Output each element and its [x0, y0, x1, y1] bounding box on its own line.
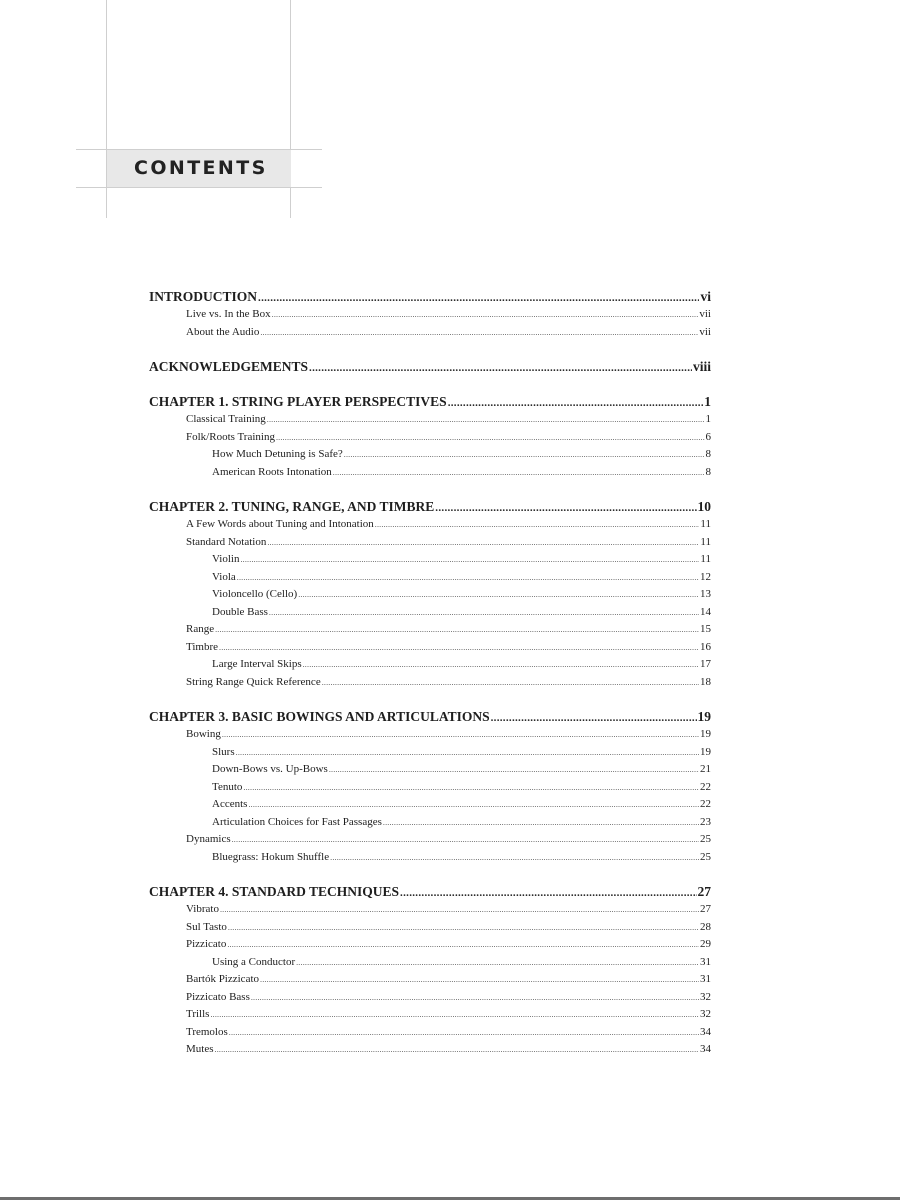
- toc-page-number: 28: [700, 920, 711, 933]
- toc-entry-title: Tenuto: [212, 780, 243, 793]
- section-gap: [149, 341, 711, 357]
- toc-dot-leader: [322, 674, 699, 692]
- toc-entry[interactable]: [149, 446, 711, 464]
- toc-page-number: 16: [700, 640, 711, 653]
- toc-entry-title: Down-Bows vs. Up-Bows: [212, 763, 328, 775]
- toc-dot-leader: [258, 287, 699, 308]
- toc-dot-leader: [219, 639, 699, 657]
- toc-entry[interactable]: [149, 919, 711, 937]
- toc-dot-leader: [296, 954, 699, 972]
- toc-page-number: 17: [700, 658, 711, 670]
- toc-page-number: 19: [697, 709, 711, 724]
- toc-entry[interactable]: [149, 324, 711, 342]
- toc-dot-leader: [220, 901, 699, 919]
- toc-entry-title: A Few Words about Tuning and Intonation: [186, 518, 374, 530]
- toc-entry-title: Pizzicato Bass: [186, 990, 250, 1003]
- toc-entry[interactable]: [149, 1041, 711, 1059]
- toc-entry[interactable]: [149, 831, 711, 849]
- toc-entry[interactable]: [149, 1024, 711, 1042]
- toc-dot-leader: [491, 707, 697, 728]
- toc-entry[interactable]: [149, 551, 711, 569]
- toc-dot-leader: [276, 429, 705, 447]
- toc-dot-leader: [229, 1024, 699, 1042]
- toc-entry[interactable]: [149, 726, 711, 744]
- toc-dot-leader: [448, 392, 704, 413]
- toc-entry[interactable]: [149, 779, 711, 797]
- toc-section-heading[interactable]: [149, 357, 711, 376]
- toc-entry-title: Timbre: [186, 640, 218, 653]
- toc-section-heading[interactable]: [149, 707, 711, 726]
- table-of-contents: [149, 287, 711, 1059]
- toc-entry-title: Tremolos: [186, 1025, 228, 1038]
- toc-entry[interactable]: [149, 586, 711, 604]
- toc-page-number: 23: [700, 815, 711, 828]
- toc-page-number: viii: [692, 359, 711, 374]
- section-gap: [149, 376, 711, 392]
- toc-entry-title: American Roots Intonation: [212, 465, 332, 478]
- toc-entry-title: Range: [186, 623, 215, 635]
- toc-entry[interactable]: [149, 464, 711, 482]
- toc-dot-leader: [298, 586, 699, 604]
- toc-entry-title: Bartók Pizzicato: [186, 973, 260, 985]
- toc-page-number: 8: [705, 448, 711, 460]
- toc-entry-title: Folk/Roots Training: [186, 430, 275, 443]
- toc-entry[interactable]: [149, 656, 711, 674]
- toc-entry[interactable]: [149, 989, 711, 1007]
- toc-page-number: 15: [700, 623, 711, 635]
- toc-entry-title: Slurs: [212, 745, 235, 758]
- toc-page-number: vi: [700, 289, 711, 304]
- page-title: CONTENTS: [134, 157, 268, 179]
- toc-entry-title: String Range Quick Reference: [186, 675, 321, 688]
- toc-page-number: 31: [700, 973, 711, 985]
- toc-entry[interactable]: [149, 639, 711, 657]
- toc-page-number: vii: [699, 308, 711, 320]
- toc-entry[interactable]: [149, 936, 711, 954]
- toc-entry-title: Accents: [212, 798, 248, 810]
- toc-dot-leader: [383, 814, 699, 832]
- toc-entry-title: CHAPTER 1. STRING PLAYER PERSPECTIVES: [149, 394, 447, 409]
- toc-page-number: 18: [700, 675, 711, 688]
- toc-page-number: 31: [700, 955, 711, 968]
- toc-dot-leader: [375, 516, 700, 534]
- toc-entry-title: About the Audio: [186, 325, 260, 338]
- toc-entry-title: Bluegrass: Hokum Shuffle: [212, 850, 330, 863]
- toc-page-number: 34: [700, 1043, 711, 1055]
- toc-entry-title: Vibrato: [186, 903, 219, 915]
- toc-entry-title: Violoncello (Cello): [212, 588, 298, 600]
- toc-dot-leader: [269, 604, 699, 622]
- toc-entry-title: Sul Tasto: [186, 920, 227, 933]
- toc-page-number: 19: [700, 745, 711, 758]
- toc-entry[interactable]: [149, 306, 711, 324]
- toc-entry[interactable]: [149, 744, 711, 762]
- toc-dot-leader: [329, 761, 699, 779]
- toc-page-number: 8: [705, 465, 711, 478]
- toc-entry[interactable]: [149, 954, 711, 972]
- toc-dot-leader: [330, 849, 699, 867]
- toc-entry-title: Viola: [212, 570, 236, 583]
- toc-entry-title: Double Bass: [212, 605, 268, 618]
- toc-page-number: 25: [700, 850, 711, 863]
- toc-entry[interactable]: [149, 569, 711, 587]
- toc-section-heading[interactable]: [149, 392, 711, 411]
- toc-entry-title: CHAPTER 3. BASIC BOWINGS AND ARTICULATIONS: [149, 709, 490, 724]
- toc-dot-leader: [267, 534, 699, 552]
- toc-entry[interactable]: [149, 901, 711, 919]
- toc-page-number: 13: [700, 588, 711, 600]
- toc-page-number: 22: [700, 780, 711, 793]
- toc-dot-leader: [435, 497, 696, 518]
- toc-entry-title: Violin: [212, 553, 240, 565]
- header-rule-bottom: [76, 187, 322, 188]
- toc-dot-leader: [227, 936, 699, 954]
- toc-dot-leader: [236, 744, 699, 762]
- toc-entry-title: Articulation Choices for Fast Passages: [212, 815, 382, 828]
- section-gap: [149, 691, 711, 707]
- toc-page-number: 27: [697, 884, 711, 899]
- section-gap: [149, 481, 711, 497]
- toc-entry[interactable]: [149, 971, 711, 989]
- toc-entry-title: Trills: [186, 1008, 210, 1020]
- toc-entry-title: Live vs. In the Box: [186, 308, 271, 320]
- toc-entry-title: INTRODUCTION: [149, 289, 258, 304]
- toc-dot-leader: [267, 411, 705, 429]
- toc-entry-title: Classical Training: [186, 413, 266, 425]
- toc-page-number: 11: [700, 535, 711, 548]
- toc-dot-leader: [260, 971, 699, 989]
- toc-entry[interactable]: [149, 1006, 711, 1024]
- toc-dot-leader: [222, 726, 699, 744]
- toc-dot-leader: [248, 796, 699, 814]
- toc-page-number: 27: [700, 903, 711, 915]
- toc-entry[interactable]: [149, 516, 711, 534]
- toc-page-number: 10: [697, 499, 711, 514]
- toc-entry-title: Bowing: [186, 728, 221, 740]
- toc-entry-title: ACKNOWLEDGEMENTS: [149, 359, 309, 374]
- toc-page-number: 34: [700, 1025, 711, 1038]
- toc-entry[interactable]: [149, 814, 711, 832]
- section-gap: [149, 866, 711, 882]
- toc-page-number: 32: [700, 990, 711, 1003]
- toc-section-heading[interactable]: [149, 287, 711, 306]
- toc-page-number: 11: [700, 518, 711, 530]
- toc-page-number: 14: [700, 605, 711, 618]
- toc-entry[interactable]: [149, 761, 711, 779]
- toc-page-number: 1: [704, 394, 711, 409]
- toc-page-number: 21: [700, 763, 711, 775]
- toc-dot-leader: [243, 779, 699, 797]
- toc-entry-title: Mutes: [186, 1043, 214, 1055]
- toc-entry[interactable]: [149, 411, 711, 429]
- toc-page-number: vii: [699, 325, 711, 338]
- toc-page-number: 1: [705, 413, 711, 425]
- toc-dot-leader: [400, 882, 696, 903]
- toc-page-number: 29: [700, 938, 711, 950]
- toc-entry-title: Using a Conductor: [212, 955, 296, 968]
- toc-section-heading[interactable]: [149, 497, 711, 516]
- toc-page-number: 11: [700, 553, 711, 565]
- toc-entry[interactable]: [149, 674, 711, 692]
- toc-dot-leader: [210, 1006, 699, 1024]
- toc-page-number: 19: [700, 728, 711, 740]
- toc-entry-title: CHAPTER 2. TUNING, RANGE, AND TIMBRE: [149, 499, 435, 514]
- toc-dot-leader: [303, 656, 699, 674]
- toc-dot-leader: [260, 324, 698, 342]
- toc-dot-leader: [232, 831, 699, 849]
- toc-dot-leader: [215, 621, 699, 639]
- toc-dot-leader: [240, 551, 699, 569]
- toc-page-number: 6: [705, 430, 711, 443]
- toc-entry-title: CHAPTER 4. STANDARD TECHNIQUES: [149, 884, 400, 899]
- toc-entry-title: How Much Detuning is Safe?: [212, 448, 343, 460]
- toc-dot-leader: [333, 464, 705, 482]
- toc-entry-title: Pizzicato: [186, 938, 227, 950]
- toc-page-number: 22: [700, 798, 711, 810]
- toc-dot-leader: [237, 569, 699, 587]
- toc-dot-leader: [251, 989, 699, 1007]
- toc-entry-title: Large Interval Skips: [212, 658, 302, 670]
- toc-dot-leader: [309, 357, 692, 378]
- toc-entry-title: Dynamics: [186, 833, 231, 845]
- toc-entry[interactable]: [149, 796, 711, 814]
- toc-dot-leader: [344, 446, 705, 464]
- toc-entry[interactable]: [149, 604, 711, 622]
- toc-dot-leader: [272, 306, 699, 324]
- toc-section-heading[interactable]: [149, 882, 711, 901]
- toc-page-number: 12: [700, 570, 711, 583]
- toc-entry[interactable]: [149, 534, 711, 552]
- toc-page-number: 32: [700, 1008, 711, 1020]
- toc-dot-leader: [228, 919, 699, 937]
- toc-entry[interactable]: [149, 849, 711, 867]
- toc-entry-title: Standard Notation: [186, 535, 267, 548]
- toc-entry[interactable]: [149, 429, 711, 447]
- toc-page-number: 25: [700, 833, 711, 845]
- toc-entry[interactable]: [149, 621, 711, 639]
- toc-dot-leader: [215, 1041, 700, 1059]
